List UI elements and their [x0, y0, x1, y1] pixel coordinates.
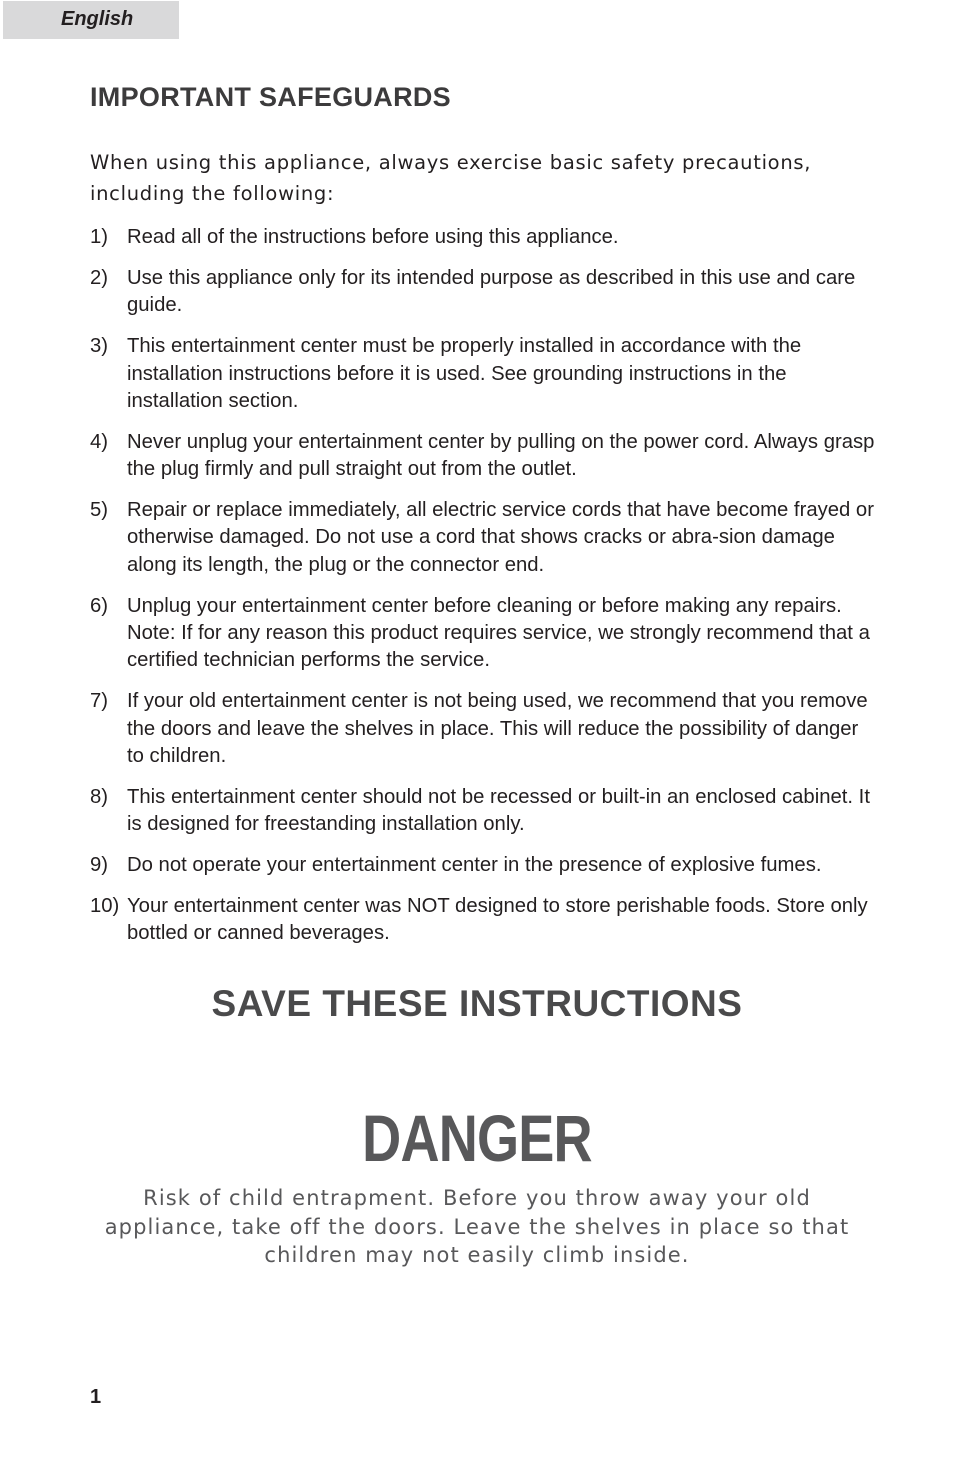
list-item — [90, 688, 880, 770]
list-item-number: 10) — [90, 895, 120, 918]
list-item-number: 1) — [90, 226, 109, 248]
list-item — [90, 784, 880, 839]
list-item-number: 7) — [90, 690, 109, 713]
list-item-number: 2) — [90, 266, 109, 289]
list-item-text: If your old entertainment center is not being used, we recommend that you remove the doors and leave the shelves in place. This will reduce the possibility of danger to children. — [127, 690, 868, 767]
page-number: 1 — [90, 1386, 102, 1408]
list-item-text: This entertainment center should not be recessed or built-in an enclosed cabinet. It is designed for freestanding installation only. — [127, 785, 870, 836]
list-item-number: 4) — [90, 430, 109, 453]
list-item — [90, 333, 880, 415]
list-item — [90, 593, 880, 675]
list-item-number: 5) — [90, 499, 109, 522]
save-instructions-heading: SAVE THESE INSTRUCTIONS — [211, 983, 743, 1024]
list-item-number: 6) — [90, 594, 109, 617]
danger-warning-text: Risk of child entrapment. Before you throw away your old appliance, take off the doors. Leave the shelves in place so that children may not easily climb inside. — [104, 1186, 850, 1267]
list-item-text: This entertainment center must be properly installed in accordance with the installation instructions before it is used. See grounding instructions in the installation section. — [127, 335, 802, 412]
list-item — [90, 893, 880, 948]
list-item-number: 9) — [90, 854, 109, 877]
list-item-text: Use this appliance only for its intended purpose as described in this use and care guide. — [127, 266, 856, 317]
safeguards-list — [90, 224, 880, 961]
list-item — [90, 224, 880, 251]
list-item — [90, 852, 880, 879]
list-item-number: 8) — [90, 785, 109, 808]
list-item — [90, 497, 880, 579]
list-item-text: Read all of the instructions before using this appliance. — [127, 226, 619, 248]
list-item-text: Unplug your entertainment center before cleaning or before making any repairs. Note: If for any reason this product requires service, we strongly recommend that a certified technician performs the service. — [127, 594, 870, 672]
list-item — [90, 265, 880, 320]
list-item-number: 3) — [90, 335, 109, 358]
list-item — [90, 429, 880, 484]
intro-text: When using this appliance, always exercise basic safety precautions, including the following: — [90, 151, 812, 205]
list-item-text: Repair or replace immediately, all electric service cords that have become frayed or otherwise damaged. Do not use a cord that shows cracks or abra-sion damage along its length, the plug or the connector end. — [127, 499, 874, 576]
page-heading: IMPORTANT SAFEGUARDS — [90, 82, 451, 112]
danger-heading: DANGER — [362, 1101, 592, 1175]
language-tab: English — [3, 1, 179, 39]
list-item-text: Never unplug your entertainment center by pulling on the power cord. Always grasp the plug firmly and pull straight out from the outlet. — [127, 430, 875, 481]
list-item-text: Your entertainment center was NOT designed to store perishable foods. Store only bottled or canned beverages. — [127, 895, 868, 945]
list-item-text: Do not operate your entertainment center in the presence of explosive fumes. — [127, 854, 822, 877]
